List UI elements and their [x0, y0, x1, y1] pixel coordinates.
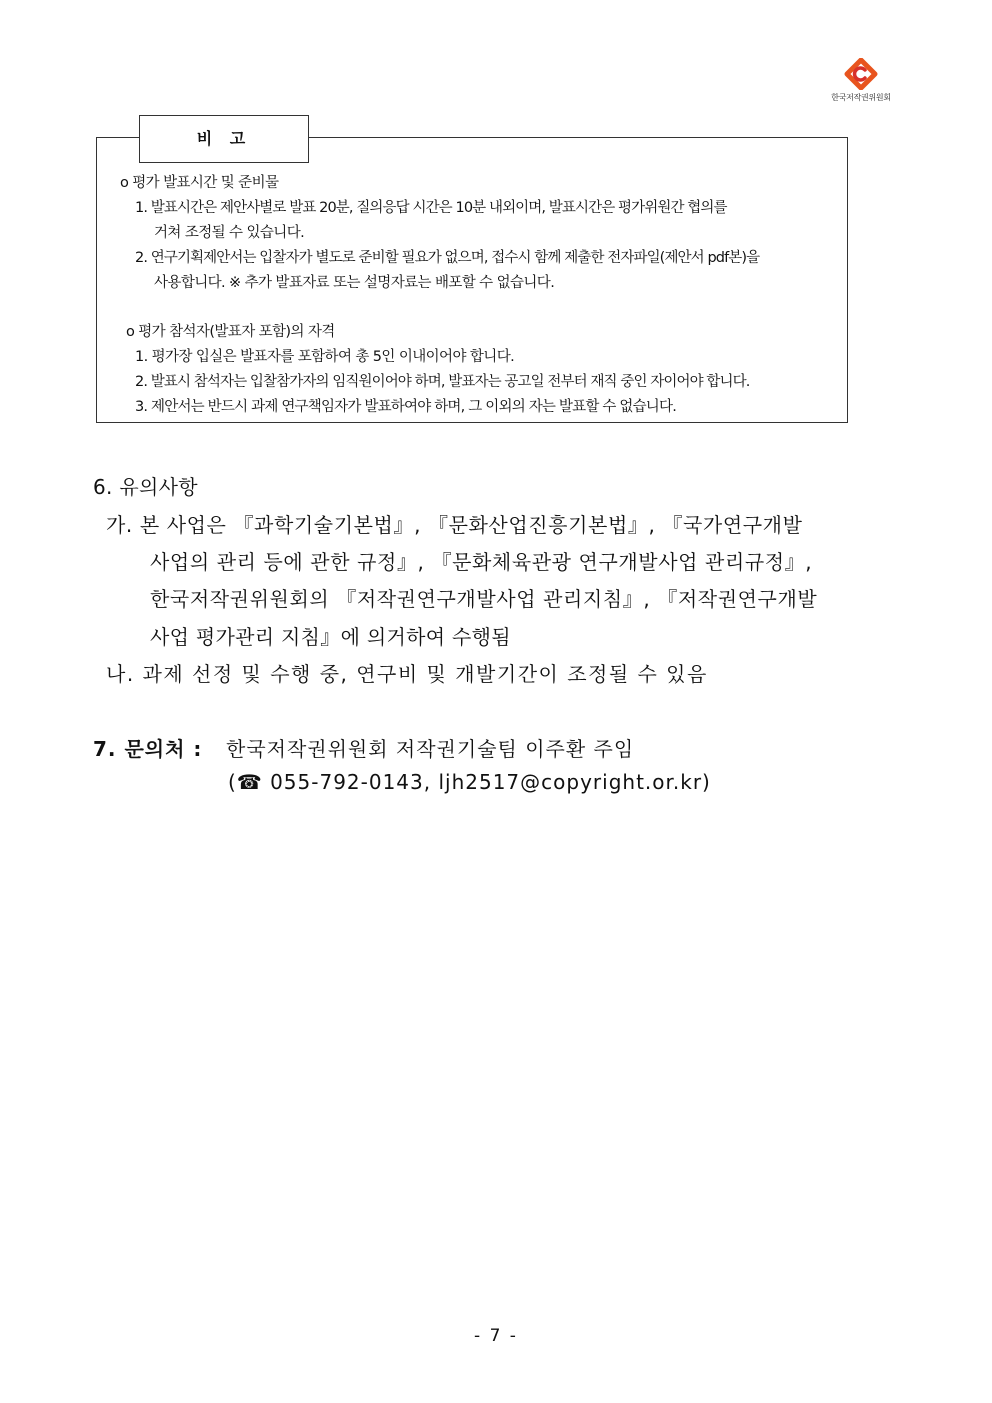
section6-item-a-line: 사업 평가관리 지침』에 의거하여 수행됨	[150, 625, 511, 649]
org-logo	[826, 58, 896, 103]
section7-phone-email: (☎ 055-792-0143, ljh2517@copyright.or.kr)	[228, 770, 711, 794]
org-logo-icon	[844, 58, 878, 90]
section7-contact: 한국저작권위원회 저작권기술팀 이주환 주임	[226, 737, 635, 761]
note-section2-item: 2. 발표시 참석자는 입찰참가자의 임직원이어야 하며, 발표자는 공고일 전부터 재직 중인 자이어야 합니다.	[135, 374, 750, 390]
note-section2-item: 3. 제안서는 반드시 과제 연구책임자가 발표하여야 하며, 그 이외의 자는 발표할 수 없습니다.	[135, 399, 677, 415]
note-section1-title: o 평가 발표시간 및 준비물	[120, 175, 279, 191]
note-section2-item: 1. 평가장 입실은 발표자를 포함하여 총 5인 이내이어야 합니다.	[135, 349, 515, 365]
note-section1-item: 거쳐 조정될 수 있습니다.	[154, 225, 305, 241]
section6-item-a-line: 한국저작권위원회의 『저작권연구개발사업 관리지침』, 『저작권연구개발	[150, 587, 818, 611]
note-section1-item: 사용합니다. ※ 추가 발표자료 또는 설명자료는 배포할 수 없습니다.	[154, 275, 555, 291]
section6-title: 6. 유의사항	[93, 475, 198, 499]
section6-item-a-line: 사업의 관리 등에 관한 규정』, 『문화체육관광 연구개발사업 관리규정』,	[150, 550, 813, 574]
note-section1-item: 2. 연구기획제안서는 입찰자가 별도로 준비할 필요가 없으며, 접수시 함께 제출한 전자파일(제안서 pdf본)을	[135, 250, 760, 266]
section6-item-b: 나. 과제 선정 및 수행 중, 연구비 및 개발기간이 조정될 수 있음	[106, 662, 708, 686]
page-number: - 7 -	[474, 1326, 518, 1346]
org-logo-text: 한국저작권위원회	[831, 93, 891, 102]
note-section1-item: 1. 발표시간은 제안사별로 발표 20분, 질의응답 시간은 10분 내외이며, 발표시간은 평가위원간 협의를	[135, 200, 727, 216]
note-section2-title: o 평가 참석자(발표자 포함)의 자격	[126, 324, 335, 340]
section7-label: 7. 문의처 :	[93, 737, 203, 761]
section6-item-a-line: 가. 본 사업은 『과학기술기본법』, 『문화산업진흥기본법』, 『국가연구개발	[106, 513, 803, 537]
note-tab-label: 비 고	[139, 115, 309, 163]
